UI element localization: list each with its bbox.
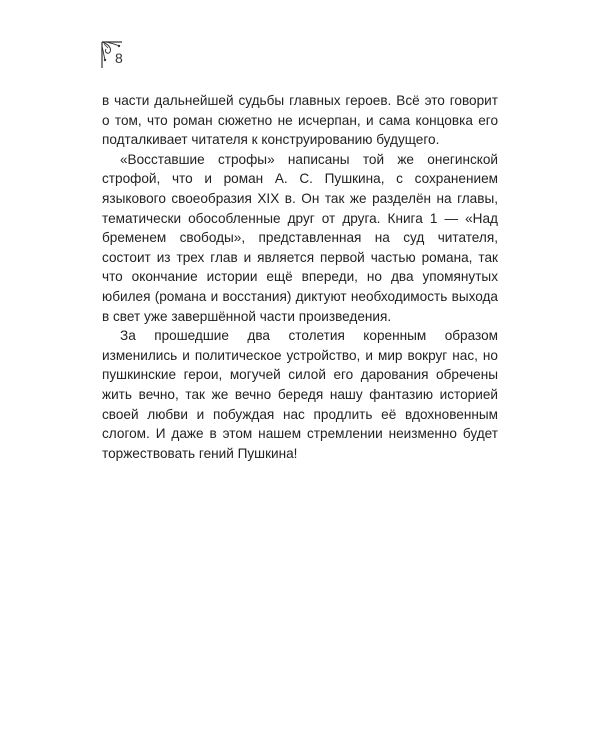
body-text [102,91,498,463]
paragraph: «Восставшие строфы» написаны той же онегинской строфой, что и роман А. С. Пушкина, с сохранением языкового своеобразия XIX в. Он так же разделён на главы, тематически обособленные друг от друга. Книга 1 — «Над бременем свободы», представленная на суд читателя, состоит из трех глав и является первой частью романа, так что окончание истории ещё впереди, но два упомянутых юбилея (романа и восстания) диктуют необходимость выхода в свет уже завершённой части произведения. [102,151,498,324]
page-number: 8 [115,50,123,66]
paragraph: За прошедшие два столетия коренным образом изменились и политическое устройство, и мир вокруг нас, но пушкинские герои, могучей силой его дарования обречены жить вечно, так же вечно бередя нашу фантазию историей своей любви и побуждая нас продлить её вдохновенным слогом. И даже в этом нашем стремлении неизменно будет торжествовать гений Пушкина! [102,328,498,461]
paragraph: в части дальнейшей судьбы главных героев. Всё это говорит о том, что роман сюжетно не исчерпан, и сама концовка его подталкивает читателя к конструированию будущего. [102,93,498,148]
